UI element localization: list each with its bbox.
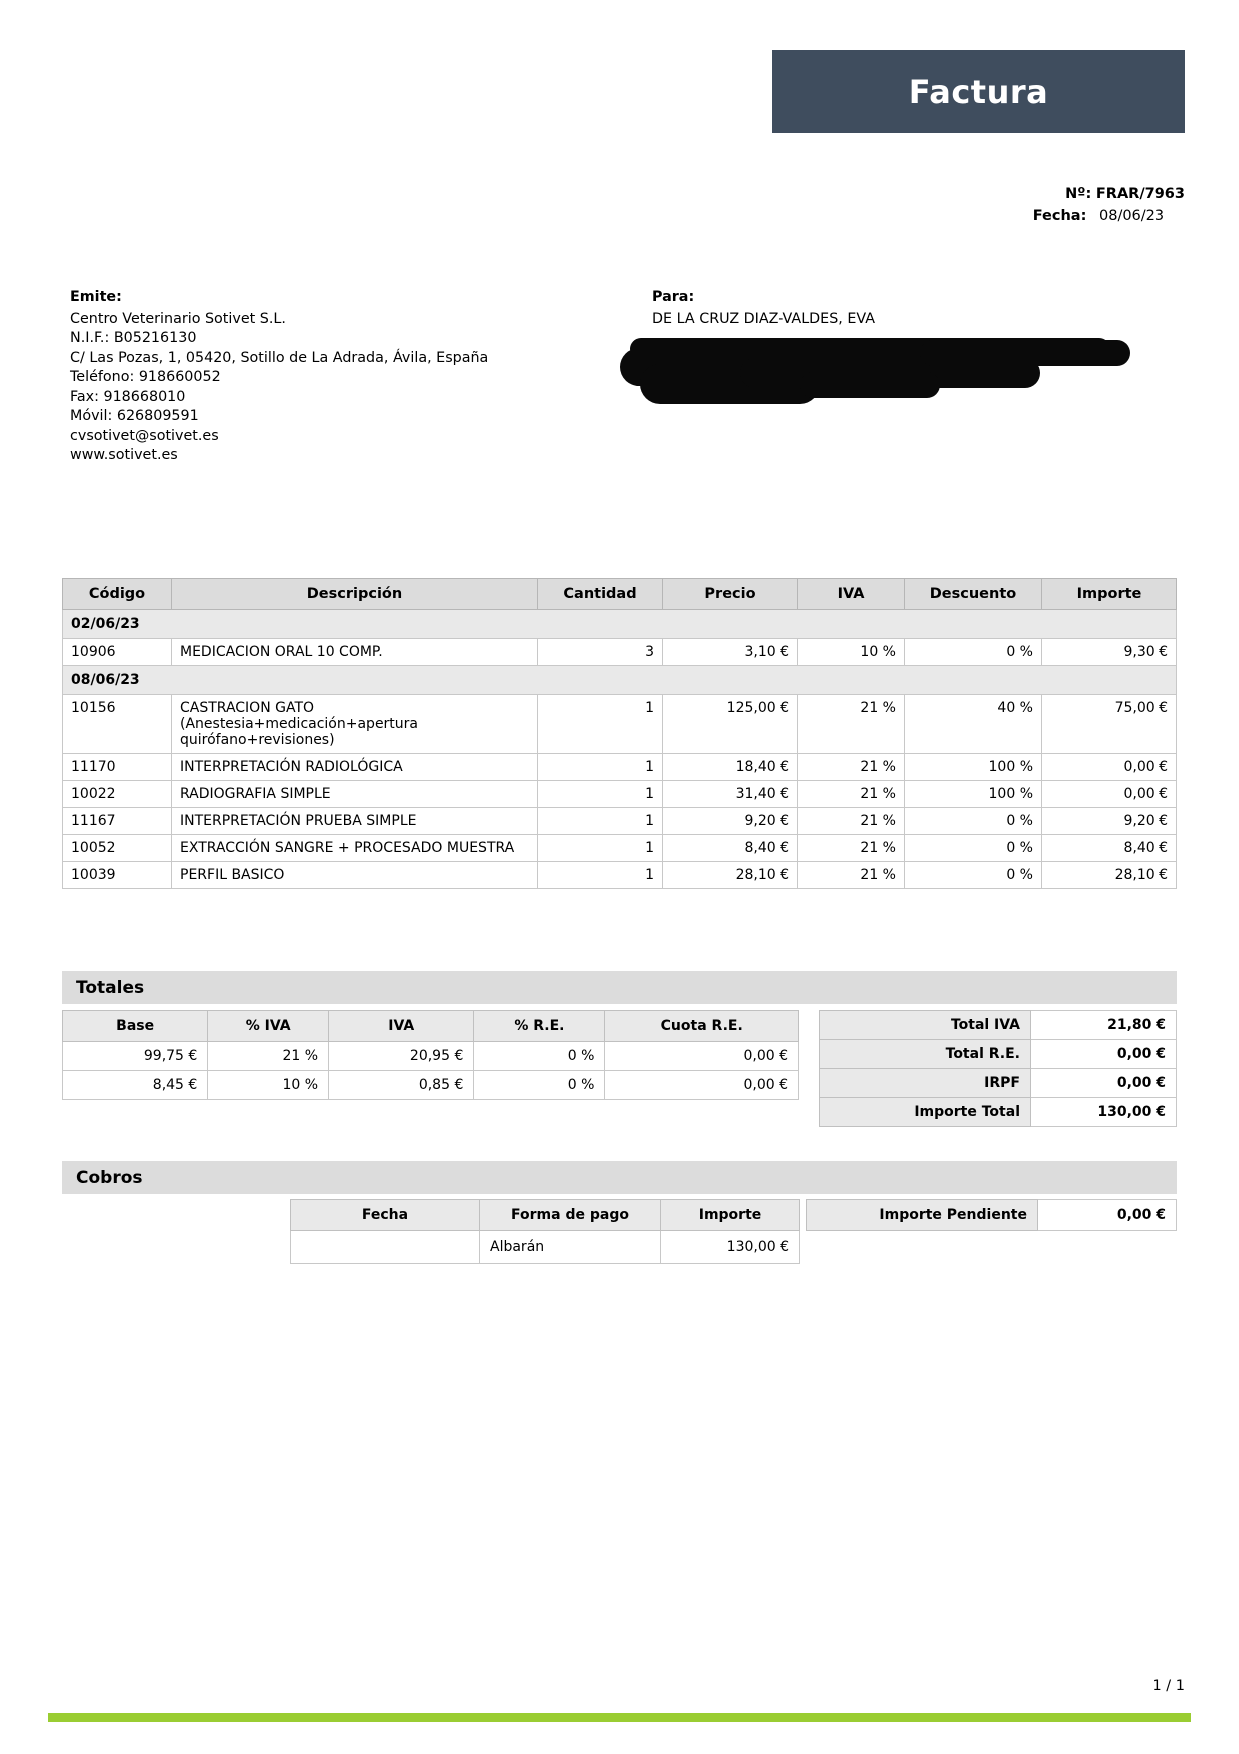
title-banner (772, 50, 1185, 133)
table-row (63, 835, 1177, 862)
column-header-descripcion: Descripción (172, 579, 538, 610)
cell-precio: 28,10 € (663, 862, 798, 889)
cell-descuento: 0 % (905, 808, 1042, 835)
cell-codigo: 10906 (63, 639, 172, 666)
table-row (63, 695, 1177, 754)
recipient-label: Para: (652, 289, 695, 305)
cell-importe: 28,10 € (1042, 862, 1177, 889)
column-header-codigo: Código (63, 579, 172, 610)
issuer-email: cvsotivet@sotivet.es (70, 427, 219, 444)
summary-value-total-re: 0,00 € (1031, 1040, 1177, 1069)
cell-cantidad: 1 (538, 695, 663, 754)
cell-iva: 21 % (798, 754, 905, 781)
summary-value-importe-total: 130,00 € (1031, 1098, 1177, 1127)
column-header-descuento: Descuento (905, 579, 1042, 610)
invoice-number-label: Nº: (1065, 186, 1092, 202)
date-group-label: 02/06/23 (63, 610, 1177, 639)
totals-summary-table (819, 1010, 1177, 1127)
tax-breakdown-table (62, 1010, 799, 1100)
cell-base: 8,45 € (63, 1071, 208, 1100)
column-header-base: Base (63, 1011, 208, 1042)
summary-row-total-iva (820, 1011, 1177, 1040)
issuer-address: C/ Las Pozas, 1, 05420, Sotillo de La Adrada, Ávila, España (70, 349, 489, 366)
cell-cantidad: 1 (538, 754, 663, 781)
redaction-mark (620, 328, 1120, 418)
pending-label: Importe Pendiente (807, 1200, 1038, 1231)
recipient-name: DE LA CRUZ DIAZ-VALDES, EVA (652, 310, 876, 327)
invoice-number-value: FRAR/7963 (1095, 186, 1185, 202)
summary-row-total-re (820, 1040, 1177, 1069)
issuer-website: www.sotivet.es (70, 447, 178, 463)
summary-label-importe-total: Importe Total (820, 1098, 1031, 1127)
cell-descuento: 40 % (905, 695, 1042, 754)
cell-iva: 21 % (798, 808, 905, 835)
column-header-importe: Importe (661, 1200, 800, 1231)
cell-precio: 125,00 € (663, 695, 798, 754)
pending-value: 0,00 € (1038, 1200, 1177, 1231)
column-header-iva: IVA (329, 1011, 474, 1042)
cell-precio: 3,10 € (663, 639, 798, 666)
summary-row-irpf (820, 1069, 1177, 1098)
cell-descuento: 0 % (905, 862, 1042, 889)
column-header-importe: Importe (1042, 579, 1177, 610)
issuer-phone: Teléfono: 918660052 (70, 369, 221, 385)
recipient-block (652, 288, 875, 329)
cell-cantidad: 1 (538, 781, 663, 808)
cell-descripcion: CASTRACION GATO (Anestesia+medicación+apertura quirófano+revisiones) (172, 695, 538, 754)
cell-importe: 8,40 € (1042, 835, 1177, 862)
summary-label-total-re: Total R.E. (820, 1040, 1031, 1069)
cell-descripcion: INTERPRETACIÓN PRUEBA SIMPLE (172, 808, 538, 835)
cell-iva: 21 % (798, 695, 905, 754)
cell-descripcion: INTERPRETACIÓN RADIOLÓGICA (172, 754, 538, 781)
cell-cuota-re: 0,00 € (605, 1071, 799, 1100)
cell-cantidad: 1 (538, 835, 663, 862)
summary-label-total-iva: Total IVA (820, 1011, 1031, 1040)
issuer-name: Centro Veterinario Sotivet S.L. (70, 310, 286, 327)
column-header-pct-re: % R.E. (474, 1011, 605, 1042)
date-group-header (63, 666, 1177, 695)
cell-iva: 10 % (798, 639, 905, 666)
line-items-header (63, 579, 1177, 610)
summary-row-importe-total (820, 1098, 1177, 1127)
issuer-fax: Fax: 918668010 (70, 388, 186, 405)
issuer-nif: N.I.F.: B05216130 (70, 330, 197, 346)
cell-pct-iva: 10 % (208, 1071, 329, 1100)
cell-descripcion: EXTRACCIÓN SANGRE + PROCESADO MUESTRA (172, 835, 538, 862)
summary-value-irpf: 0,00 € (1031, 1069, 1177, 1098)
table-row (63, 862, 1177, 889)
invoice-number-row (1033, 186, 1185, 202)
invoice-date-value: 08/06/23 (1099, 208, 1165, 224)
cell-descuento: 0 % (905, 639, 1042, 666)
totales-section-label: Totales (76, 977, 145, 998)
summary-label-irpf: IRPF (820, 1069, 1031, 1098)
cell-iva: 21 % (798, 781, 905, 808)
table-row (63, 639, 1177, 666)
date-group-label: 08/06/23 (63, 666, 1177, 695)
column-header-iva: IVA (798, 579, 905, 610)
line-items-body (63, 610, 1177, 889)
column-header-cantidad: Cantidad (538, 579, 663, 610)
column-header-cuota-re: Cuota R.E. (605, 1011, 799, 1042)
cell-cantidad: 1 (538, 808, 663, 835)
cell-cantidad: 3 (538, 639, 663, 666)
summary-value-total-iva: 21,80 € (1031, 1011, 1177, 1040)
table-row (63, 808, 1177, 835)
totales-section-header (62, 971, 1177, 1004)
cell-pct-re: 0 % (474, 1071, 605, 1100)
cell-importe: 130,00 € (661, 1231, 800, 1264)
date-group-header (63, 610, 1177, 639)
cobros-section-header (62, 1161, 1177, 1194)
cell-precio: 31,40 € (663, 781, 798, 808)
cell-iva: 21 % (798, 835, 905, 862)
table-row (291, 1231, 800, 1264)
cell-pct-iva: 21 % (208, 1042, 329, 1071)
cell-importe: 0,00 € (1042, 754, 1177, 781)
payments-table (290, 1199, 800, 1264)
invoice-date-row (1033, 208, 1185, 224)
pending-amount-table (806, 1199, 1177, 1231)
table-row (63, 754, 1177, 781)
table-row (63, 781, 1177, 808)
cell-codigo: 10022 (63, 781, 172, 808)
cell-codigo: 11167 (63, 808, 172, 835)
table-row (63, 1042, 799, 1071)
page-title: Factura (908, 72, 1049, 111)
cell-descuento: 100 % (905, 754, 1042, 781)
table-row (63, 1071, 799, 1100)
cell-codigo: 11170 (63, 754, 172, 781)
cell-descripcion: PERFIL BASICO (172, 862, 538, 889)
line-items-table (62, 578, 1177, 889)
cell-importe: 75,00 € (1042, 695, 1177, 754)
pending-row (807, 1200, 1177, 1231)
cell-descuento: 0 % (905, 835, 1042, 862)
cell-cantidad: 1 (538, 862, 663, 889)
cell-iva: 21 % (798, 862, 905, 889)
invoice-date-label: Fecha: (1032, 208, 1087, 224)
cell-descripcion: RADIOGRAFIA SIMPLE (172, 781, 538, 808)
invoice-meta (1033, 186, 1185, 230)
issuer-mobile: Móvil: 626809591 (70, 408, 199, 424)
cell-descripcion: MEDICACION ORAL 10 COMP. (172, 639, 538, 666)
cell-codigo: 10156 (63, 695, 172, 754)
cell-iva: 0,85 € (329, 1071, 474, 1100)
column-header-forma-pago: Forma de pago (480, 1200, 661, 1231)
cell-codigo: 10052 (63, 835, 172, 862)
issuer-label: Emite: (70, 289, 122, 305)
cell-codigo: 10039 (63, 862, 172, 889)
cell-precio: 9,20 € (663, 808, 798, 835)
cell-importe: 9,20 € (1042, 808, 1177, 835)
cell-importe: 9,30 € (1042, 639, 1177, 666)
column-header-fecha: Fecha (291, 1200, 480, 1231)
column-header-precio: Precio (663, 579, 798, 610)
column-header-pct-iva: % IVA (208, 1011, 329, 1042)
cell-importe: 0,00 € (1042, 781, 1177, 808)
cell-precio: 8,40 € (663, 835, 798, 862)
footer-rule (48, 1713, 1191, 1722)
cell-precio: 18,40 € (663, 754, 798, 781)
cobros-section-label: Cobros (76, 1167, 143, 1188)
issuer-block (70, 288, 488, 466)
page-number: 1 / 1 (1152, 1678, 1185, 1694)
cell-pct-re: 0 % (474, 1042, 605, 1071)
cell-forma-pago: Albarán (480, 1231, 661, 1264)
cell-descuento: 100 % (905, 781, 1042, 808)
cell-iva: 20,95 € (329, 1042, 474, 1071)
cell-fecha (291, 1231, 480, 1264)
cell-cuota-re: 0,00 € (605, 1042, 799, 1071)
cell-base: 99,75 € (63, 1042, 208, 1071)
